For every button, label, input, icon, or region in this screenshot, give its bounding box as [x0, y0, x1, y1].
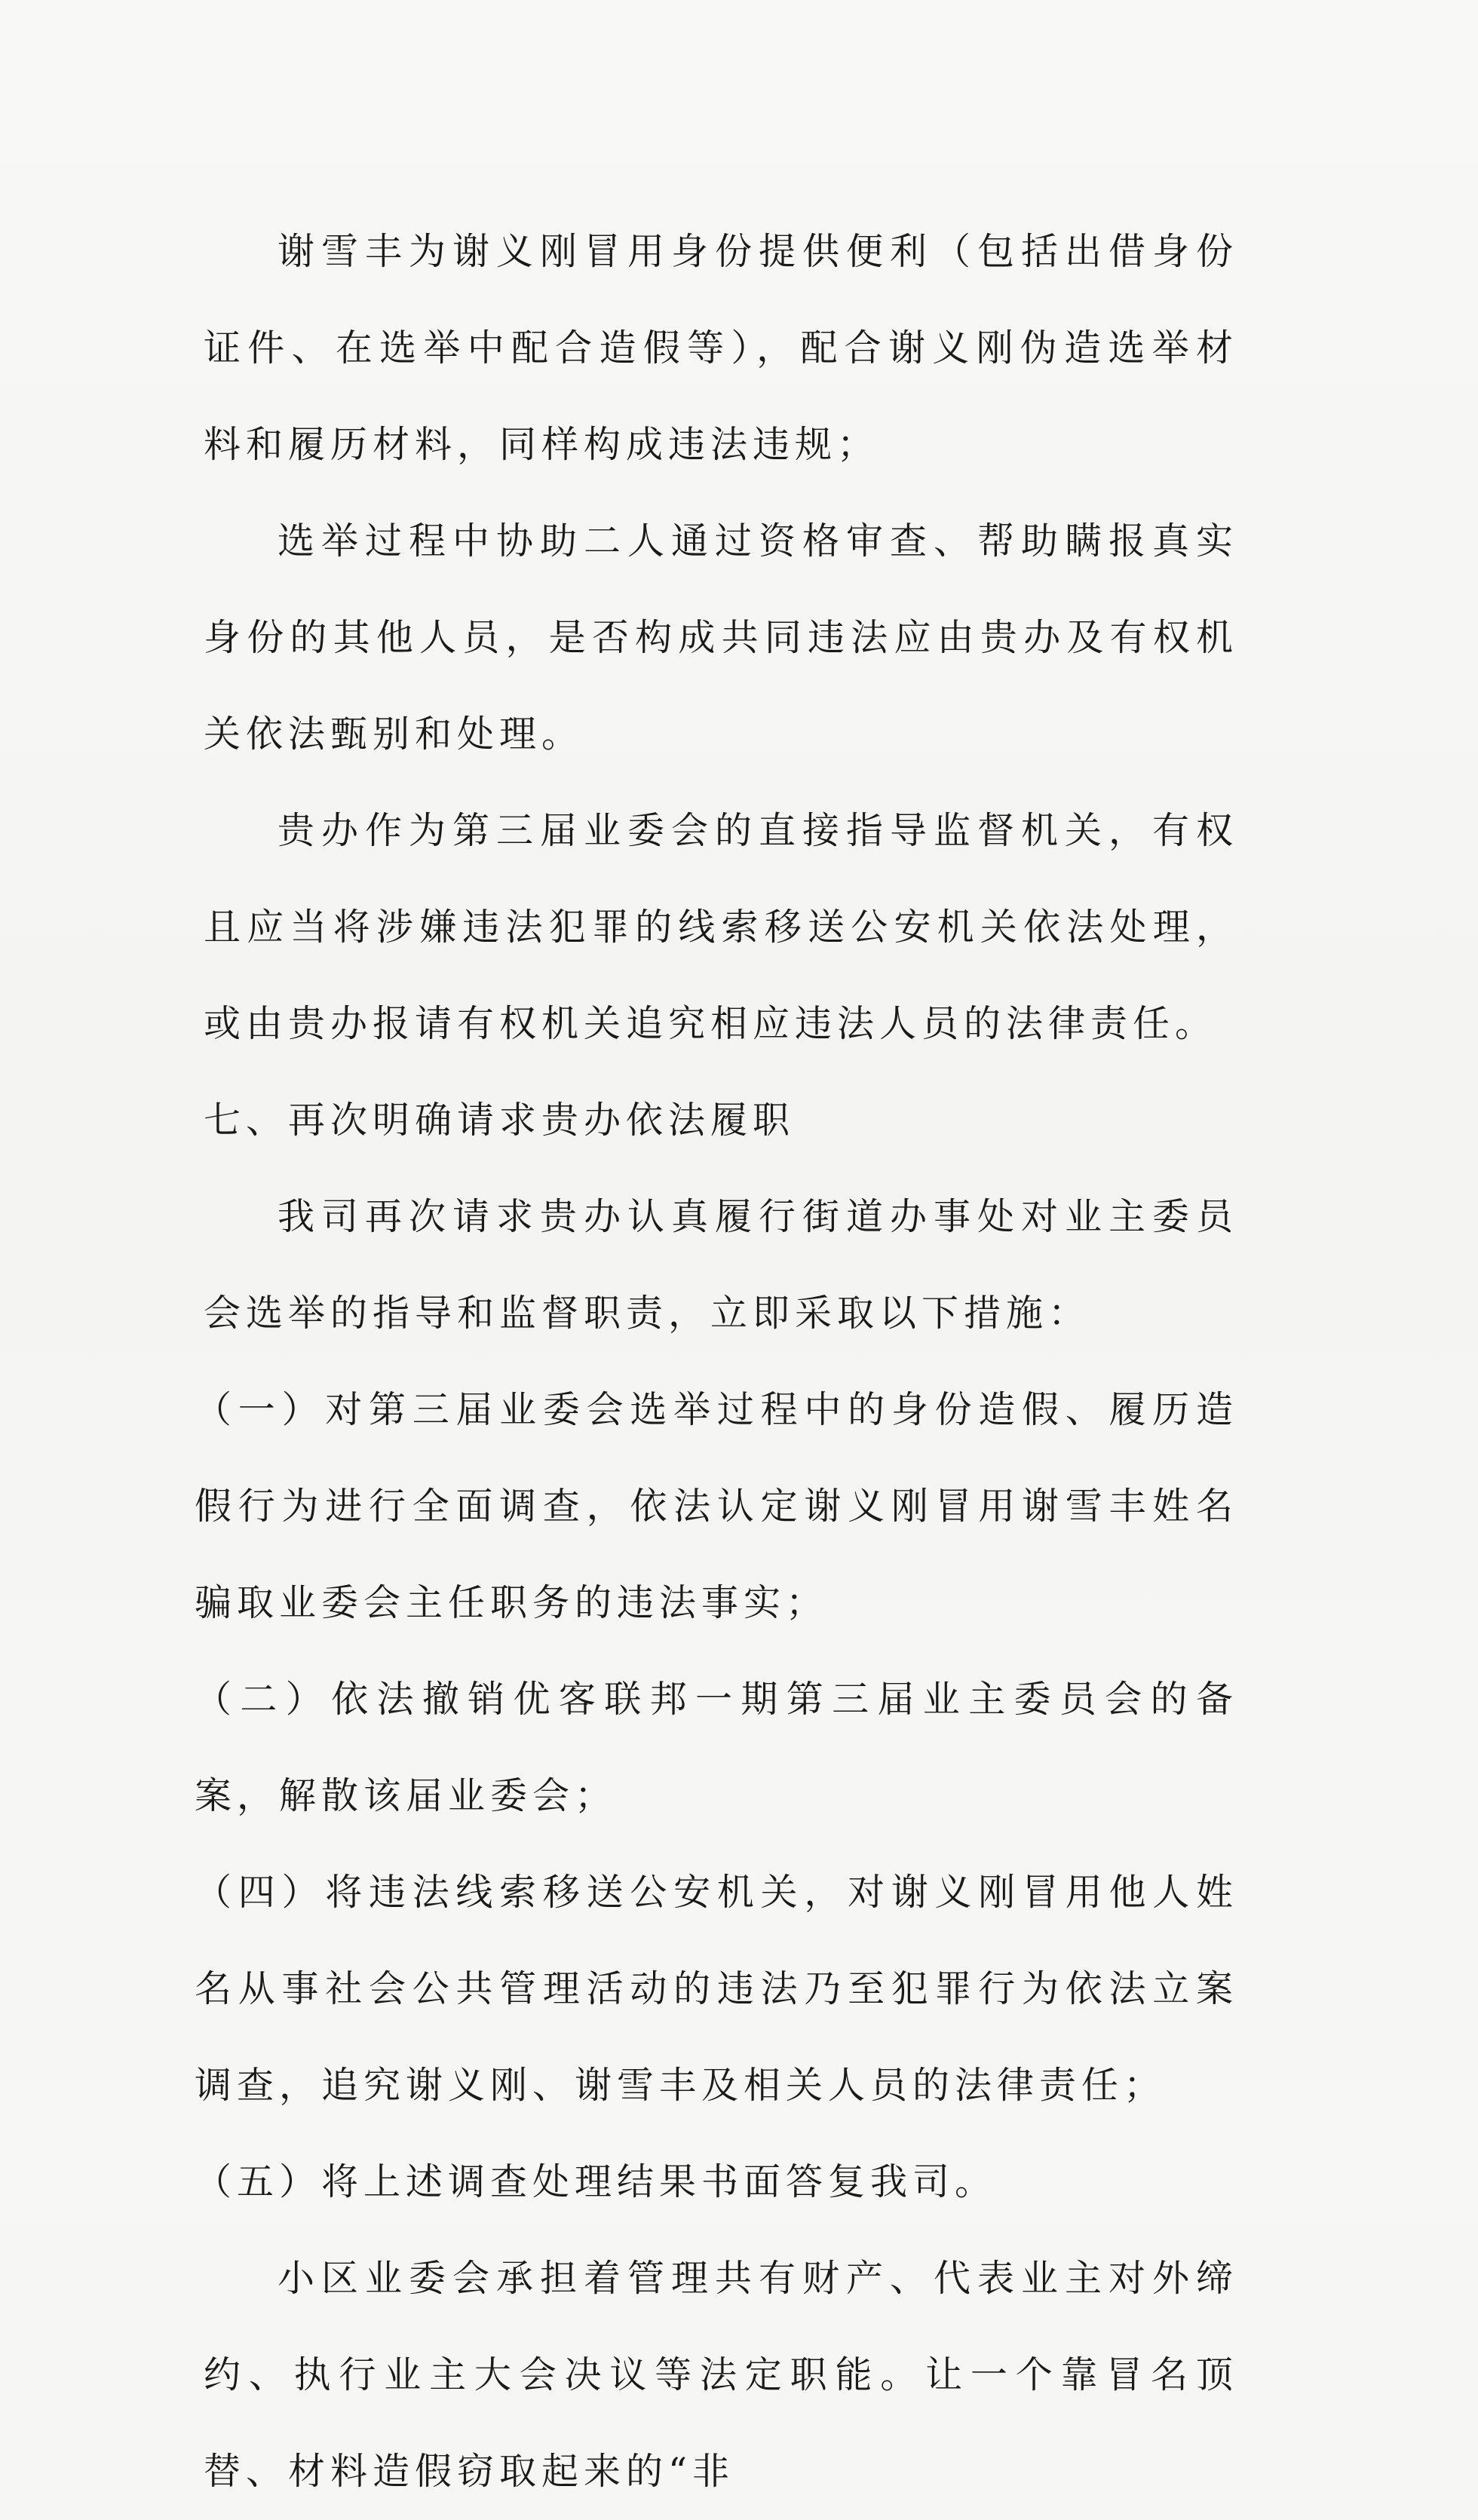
request-item-2: （二）依法撤销优客联邦一期第三届业主委员会的备案，解散该届业委会； [195, 1678, 1238, 1817]
paragraph-accomplice-conduct: 谢雪丰为谢义刚冒用身份提供便利（包括出借身份证件、在选举中配合造假等），配合谢义刚伪造选举材料和履历材料，同样构成违法违规； [204, 230, 1238, 466]
paragraph-authority-duty: 贵办作为第三届业委会的直接指导监督机关，有权且应当将涉嫌违法犯罪的线索移送公安机关依法处理，或由贵办报请有权机关追究相应违法人员的法律责任。 [204, 809, 1238, 1045]
document-body [195, 204, 1238, 2520]
section-heading: 七、再次明确请求贵办依法履职 [204, 1099, 796, 1142]
paragraph-other-persons: 选举过程中协助二人通过资格审查、帮助瞒报真实身份的其他人员，是否构成共同违法应由贵办及有权机关依法甄别和处理。 [204, 520, 1238, 756]
request-item-4: （四）将违法线索移送公安机关，对谢义刚冒用他人姓名从事社会公共管理活动的违法乃至犯罪行为依法立案调查，追究谢义刚、谢雪丰及相关人员的法律责任； [195, 1871, 1238, 2107]
request-item-5: （五）将上述调查处理结果书面答复我司。 [195, 2160, 998, 2203]
request-item-1: （一）对第三届业委会选举过程中的身份造假、履历造假行为进行全面调查，依法认定谢义刚冒用谢雪丰姓名骗取业委会主任职务的违法事实； [195, 1388, 1238, 1624]
paragraph-request-intro: 我司再次请求贵办认真履行街道办事处对业主委员会选举的指导和监督职责，立即采取以下措施： [204, 1195, 1238, 1335]
paragraph-closing: 小区业委会承担着管理共有财产、代表业主对外缔约、执行业主大会决议等法定职能。让一个靠冒名顶替、材料造假窃取起来的“非 [204, 2257, 1238, 2493]
